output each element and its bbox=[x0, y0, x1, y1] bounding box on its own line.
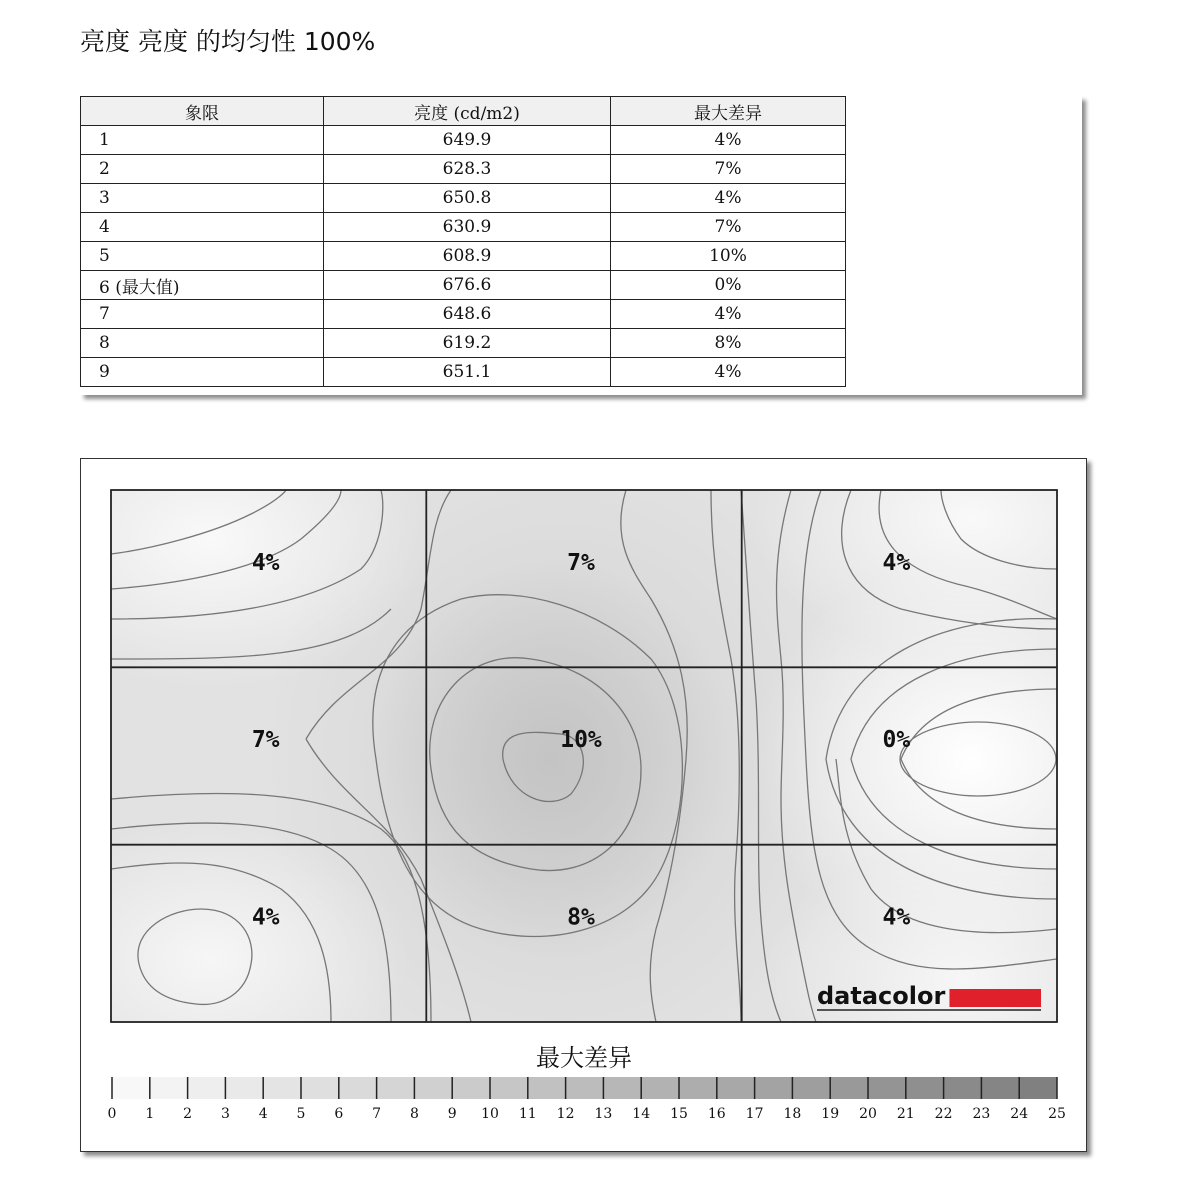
legend-swatch bbox=[150, 1077, 188, 1099]
cell-quadrant: 5 bbox=[81, 242, 324, 271]
logo-text: datacolor bbox=[817, 982, 946, 1010]
cell-label-2-0: 4% bbox=[251, 904, 280, 931]
legend-swatch bbox=[868, 1077, 906, 1099]
legend-swatch bbox=[112, 1077, 150, 1099]
legend-tick-label: 24 bbox=[1010, 1106, 1029, 1122]
cell-luminance: 648.6 bbox=[324, 300, 611, 329]
cell-luminance: 651.1 bbox=[324, 358, 611, 387]
legend-tick-label: 16 bbox=[707, 1106, 726, 1122]
uniformity-chart bbox=[81, 459, 1086, 1151]
legend-tick-label: 1 bbox=[145, 1106, 155, 1122]
cell-quadrant: 8 bbox=[81, 329, 324, 358]
cell-max-diff: 10% bbox=[611, 242, 846, 271]
table-row bbox=[81, 329, 846, 358]
cell-luminance: 650.8 bbox=[324, 184, 611, 213]
legend-swatch bbox=[1019, 1077, 1057, 1099]
legend-swatch bbox=[641, 1077, 679, 1099]
cell-max-diff: 0% bbox=[611, 271, 846, 300]
legend-tick-label: 23 bbox=[972, 1106, 991, 1122]
legend-swatch bbox=[263, 1077, 301, 1099]
cell-luminance: 649.9 bbox=[324, 126, 611, 155]
uniformity-chart-panel bbox=[80, 458, 1087, 1152]
legend-swatch bbox=[528, 1077, 566, 1099]
cell-luminance: 676.6 bbox=[324, 271, 611, 300]
cell-label-1-2: 0% bbox=[882, 727, 911, 754]
legend-swatch bbox=[792, 1077, 830, 1099]
table-row bbox=[81, 271, 846, 300]
cell-luminance: 628.3 bbox=[324, 155, 611, 184]
cell-label-1-0: 7% bbox=[251, 727, 280, 754]
header-luminance: 亮度 (cd/m2) bbox=[324, 97, 611, 126]
cell-label-2-1: 8% bbox=[567, 904, 595, 931]
legend-swatch bbox=[452, 1077, 490, 1099]
legend-tick-label: 10 bbox=[481, 1106, 499, 1122]
uniformity-table-panel bbox=[80, 96, 1082, 395]
legend-scale bbox=[108, 1077, 1066, 1122]
legend-swatch bbox=[830, 1077, 868, 1099]
legend-tick-label: 8 bbox=[409, 1106, 419, 1122]
header-quadrant: 象限 bbox=[81, 97, 324, 126]
legend-swatch bbox=[414, 1077, 452, 1099]
table-row bbox=[81, 126, 846, 155]
legend-swatch bbox=[603, 1077, 641, 1099]
table-row bbox=[81, 155, 846, 184]
cell-max-diff: 4% bbox=[611, 184, 846, 213]
legend-swatch bbox=[339, 1077, 377, 1099]
legend-tick-label: 7 bbox=[372, 1106, 382, 1122]
cell-max-diff: 4% bbox=[611, 126, 846, 155]
legend-tick-label: 14 bbox=[632, 1106, 651, 1122]
cell-quadrant: 1 bbox=[81, 126, 324, 155]
table-row bbox=[81, 184, 846, 213]
legend-tick-label: 20 bbox=[859, 1106, 877, 1122]
table-row bbox=[81, 242, 846, 271]
legend-tick-label: 11 bbox=[518, 1106, 537, 1122]
legend-tick-label: 22 bbox=[934, 1106, 953, 1122]
page-title: 亮度 亮度 的均匀性 100% bbox=[80, 27, 376, 56]
legend-swatch bbox=[717, 1077, 755, 1099]
table-row bbox=[81, 358, 846, 387]
legend-swatch bbox=[566, 1077, 604, 1099]
cell-quadrant: 9 bbox=[81, 358, 324, 387]
legend-tick-label: 6 bbox=[334, 1106, 344, 1122]
cell-luminance: 630.9 bbox=[324, 213, 611, 242]
legend-tick-label: 19 bbox=[821, 1106, 840, 1122]
cell-label-0-2: 4% bbox=[882, 549, 911, 576]
cell-label-1-1: 10% bbox=[560, 727, 602, 754]
legend-tick-label: 3 bbox=[220, 1106, 230, 1122]
legend-tick-label: 17 bbox=[745, 1106, 764, 1122]
legend-tick-label: 12 bbox=[556, 1106, 575, 1122]
table-row bbox=[81, 300, 846, 329]
uniformity-table bbox=[80, 96, 846, 387]
legend-swatch bbox=[679, 1077, 717, 1099]
cell-label-2-2: 4% bbox=[882, 904, 911, 931]
legend-tick-label: 5 bbox=[296, 1106, 306, 1122]
cell-max-diff: 4% bbox=[611, 358, 846, 387]
legend-tick-label: 18 bbox=[783, 1106, 802, 1122]
legend-tick-label: 0 bbox=[107, 1106, 117, 1122]
header-max-diff: 最大差异 bbox=[611, 97, 846, 126]
cell-max-diff: 7% bbox=[611, 155, 846, 184]
legend-tick-label: 25 bbox=[1048, 1106, 1066, 1122]
cell-label-0-1: 7% bbox=[567, 549, 595, 576]
cell-luminance: 608.9 bbox=[324, 242, 611, 271]
cell-max-diff: 4% bbox=[611, 300, 846, 329]
legend-tick-label: 9 bbox=[447, 1106, 457, 1122]
legend-tick-label: 15 bbox=[670, 1106, 688, 1122]
legend-swatch bbox=[906, 1077, 944, 1099]
legend-tick-label: 2 bbox=[183, 1106, 193, 1122]
cell-luminance: 619.2 bbox=[324, 329, 611, 358]
table-row bbox=[81, 213, 846, 242]
logo-accent-bar bbox=[949, 989, 1041, 1007]
legend-swatch bbox=[301, 1077, 339, 1099]
cell-quadrant: 2 bbox=[81, 155, 324, 184]
legend-swatch bbox=[188, 1077, 226, 1099]
legend-tick-label: 4 bbox=[258, 1106, 268, 1122]
legend-swatch bbox=[981, 1077, 1019, 1099]
cell-max-diff: 8% bbox=[611, 329, 846, 358]
legend-swatch bbox=[944, 1077, 982, 1099]
legend-swatch bbox=[225, 1077, 263, 1099]
cell-quadrant: 7 bbox=[81, 300, 324, 329]
table-header-row bbox=[81, 97, 846, 126]
legend-title: 最大差异 bbox=[536, 1044, 632, 1072]
legend-swatch bbox=[490, 1077, 528, 1099]
cell-max-diff: 7% bbox=[611, 213, 846, 242]
cell-quadrant: 3 bbox=[81, 184, 324, 213]
cell-quadrant: 6 (最大值) bbox=[81, 271, 324, 300]
legend-tick-label: 21 bbox=[896, 1106, 915, 1122]
cell-label-0-0: 4% bbox=[251, 549, 280, 576]
legend-tick-label: 13 bbox=[594, 1106, 613, 1122]
legend-swatch bbox=[755, 1077, 793, 1099]
cell-quadrant: 4 bbox=[81, 213, 324, 242]
legend-swatch bbox=[377, 1077, 415, 1099]
